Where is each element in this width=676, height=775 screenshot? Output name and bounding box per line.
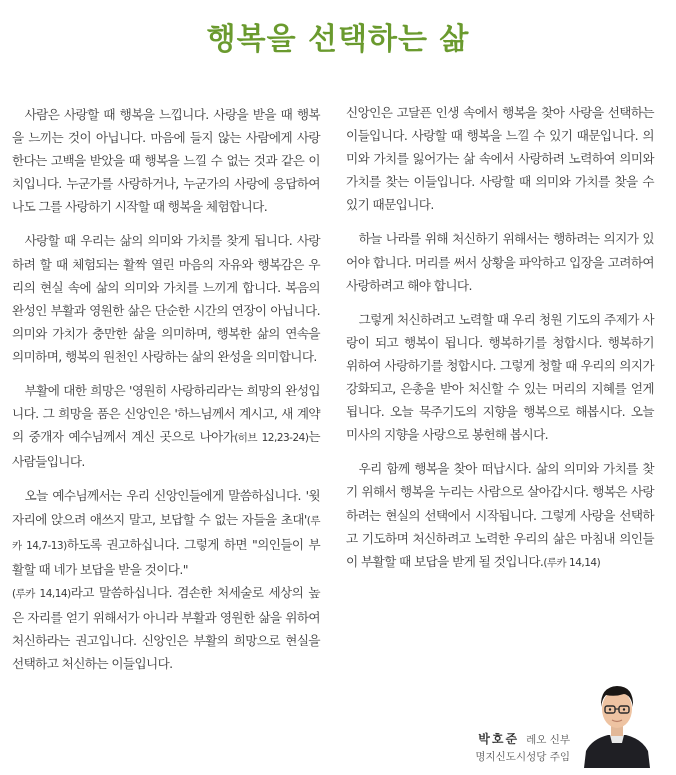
left-paragraph-3 — [12, 379, 320, 473]
left-paragraph-1: 사람은 사랑할 때 행복을 느낍니다. 사랑을 받을 때 행복을 느끼는 것이 아닙니다. 마음에 들지 않는 사람에게 사랑한다는 고백을 받았을 때 행복을 느낄 수 없는 것과 같은 이치입니다. 누군가를 사랑하거나, 누군가의 사랑에 응답하여 나도 그를 사랑하기 시작할 때 행복을 체험합니다. — [12, 107, 320, 215]
page-title: 행복을 선택하는 삶 — [206, 22, 470, 57]
author-role: 레오 신부 — [526, 734, 570, 746]
scripture-reference: (루카 14,14) — [543, 556, 601, 569]
priest-portrait-icon — [582, 673, 652, 768]
author-name: 박호준 — [478, 732, 520, 746]
right-paragraph-2: 하늘 나라를 위해 처신하기 위해서는 행하려는 의지가 있어야 합니다. 머리를 써서 상황을 파악하고 입장을 고려하여 사랑하려고 해야 합니다. — [346, 231, 654, 293]
right-column — [346, 101, 654, 586]
left-paragraph-4-text-a: 오늘 예수님께서는 우리 신앙인들에게 말씀하십니다. '윗자리에 앉으려 애쓰지 말고, 보답할 수 없는 자들을 초대' — [12, 488, 320, 527]
author-byline — [475, 731, 570, 766]
author-photo — [582, 673, 652, 768]
right-paragraph-3: 그렇게 처신하려고 노력할 때 우리 청원 기도의 주제가 사랑이 되고 행복이 됩니다. 행복하기를 청합시다. 행복하기 위하여 사랑하기를 청합시다. 그렇게 청할 때 우리의 의지가 강화되고, 은총을 받아 처신할 수 있는 머리의 지혜를 얻게 됩니다. 오늘 묵주기도의 지향을 행복으로 해봅시다. 오늘 미사의 지향을 사랑으로 봉헌해 봅시다. — [346, 311, 654, 443]
right-paragraph-4-text: 우리 함께 행복을 찾아 떠납시다. 삶의 의미와 가치를 찾기 위해서 행복을 누리는 사람으로 살아갑시다. 행복은 사랑하려는 현실의 선택에서 시작됩니다. 그렇게 사랑을 선택하고 기도하며 처신하려고 노력한 우리의 삶은 마침내 의인들이 부활할 때 보답을 받게 될 것입니다. — [346, 461, 654, 569]
left-paragraph-4-text-c: 라고 말씀하십니다. 겸손한 처세술로 세상의 높은 자리를 얻기 위해서가 아니라 부활과 영원한 삶을 위하여 처신하라는 권고입니다. 신앙인은 부활의 희망으로 현실을 선택하고 처신하는 이들입니다. — [12, 584, 320, 672]
left-paragraph-4 — [12, 484, 320, 675]
right-paragraph-1: 신앙인은 고달픈 인생 속에서 행복을 찾아 사랑을 선택하는 이들입니다. 사랑할 때 행복을 느낄 수 있기 때문입니다. 의미와 가치를 잃어가는 삶 속에서 사랑하려 노력하여 의미와 가치를 찾는 이들입니다. 사랑할 때 의미와 가치를 찾을 수 있기 때문입니다. — [346, 105, 654, 213]
left-paragraph-3-text-a: 부활에 대한 희망은 '영원히 사랑하리라'는 희망의 완성입니다. 그 희망을 품은 신앙인은 '하느님께서 계시고, 새 계약의 중개자 예수님께서 계신 곳으로 나아가 — [12, 383, 320, 445]
left-column — [12, 103, 320, 686]
scripture-reference: (루카 14,14) — [12, 587, 71, 600]
scripture-reference: (루카 14,7-13) — [12, 514, 320, 552]
left-paragraph-2: 사랑할 때 우리는 삶의 의미와 가치를 찾게 됩니다. 사랑하려 할 때 체험되는 활짝 열린 마음의 자유와 행복감은 우리의 현실 속에 삶의 의미와 가치를 느끼게 합니다. 복음의 완성인 부활과 영원한 삶은 단순한 시간의 연장이 아닙니다. 의미와 가치가 충만한 삶을 의미하며, 행복한 삶의 연속을 의미하며, 행복의 원천인 사랑하는 삶의 완성을 의미합니다. — [12, 233, 320, 364]
right-paragraph-4 — [346, 457, 654, 574]
author-church: 명지신도시성당 주임 — [475, 751, 570, 763]
scripture-reference: (히브 12,23-24) — [234, 432, 309, 445]
left-paragraph-3-text-b: 는 사람들입니다. — [12, 429, 320, 470]
left-paragraph-4-text-b: 하도록 권고하십니다. 그렇게 하면 "의인들이 부활할 때 네가 보답을 받을 것이다." — [12, 536, 321, 577]
